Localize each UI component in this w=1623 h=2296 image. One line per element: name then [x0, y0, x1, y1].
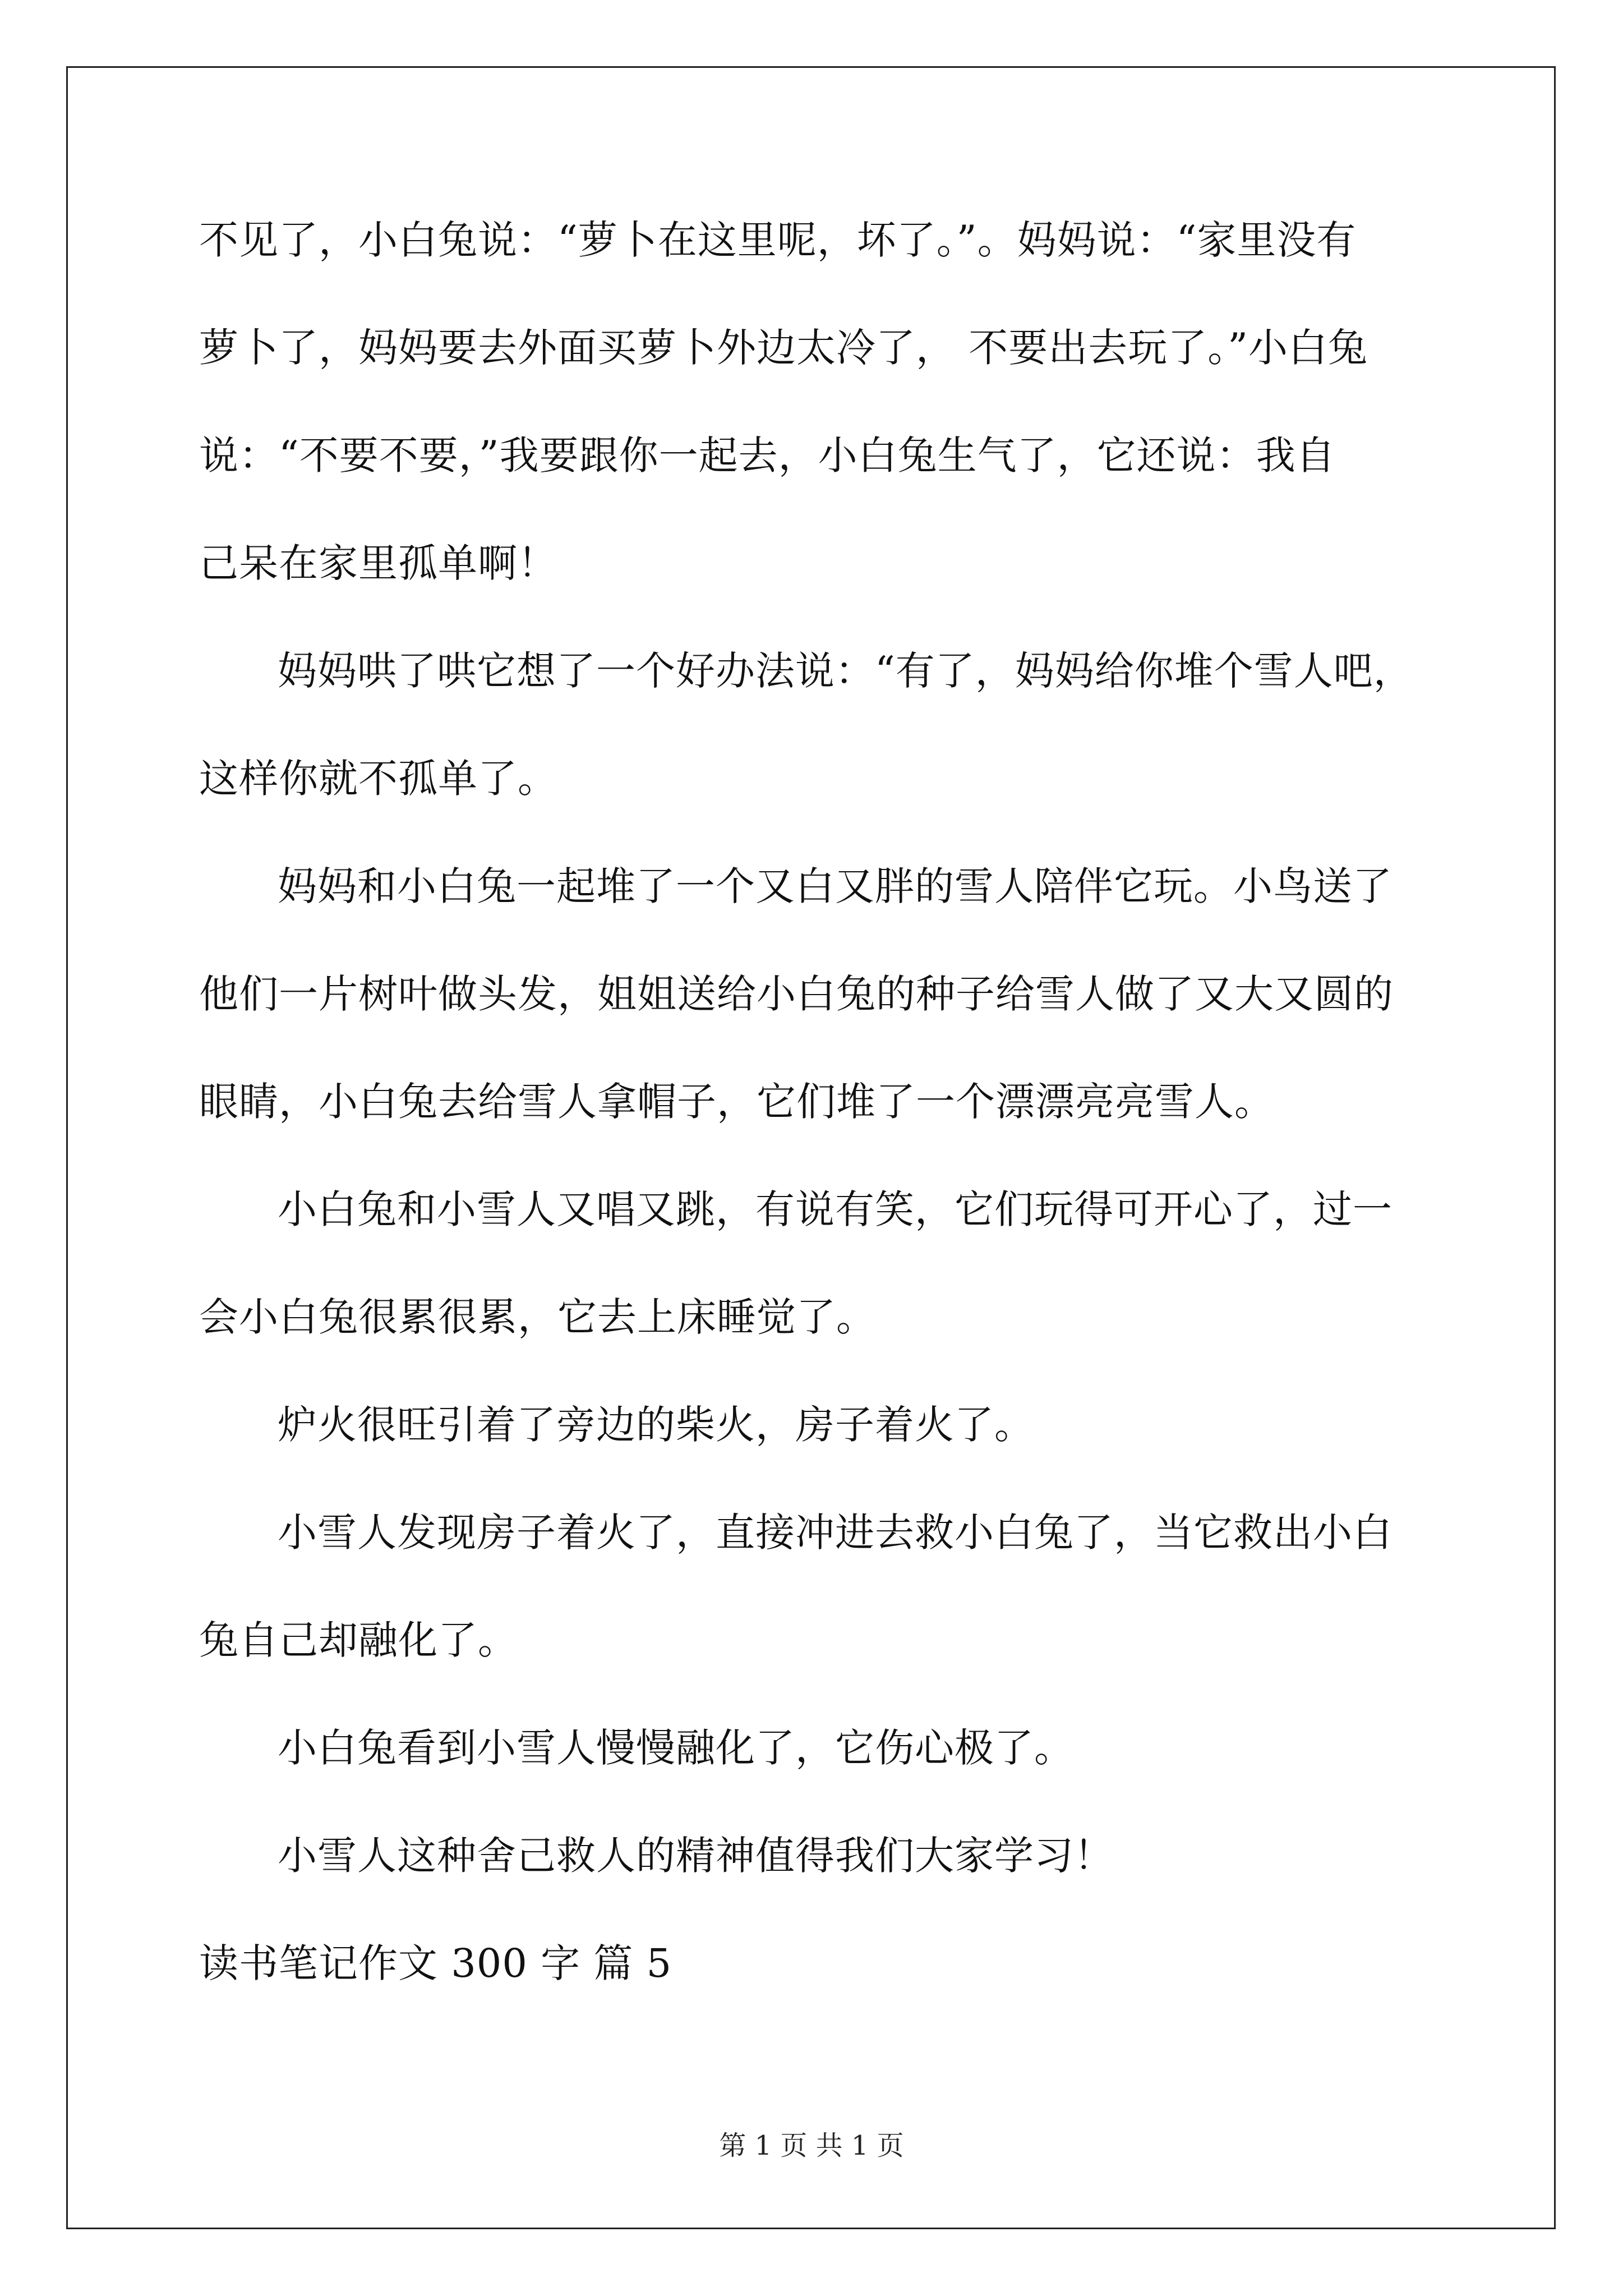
text-line: 小雪人这种舍己救人的精神值得我们大家学习！ — [278, 1833, 1114, 1879]
text-line: 会小白兔很累很累，它去上床睡觉了。 — [199, 1294, 876, 1340]
text-line: 小白兔和小雪人又唱又跳，有说有笑，它们玩得可开心了，过一 — [278, 1186, 1393, 1232]
text-line: 眼睛，小白兔去给雪人拿帽子，它们堆了一个漂漂亮亮雪人。 — [199, 1079, 1274, 1125]
text-line: 炉火很旺引着了旁边的柴火，房子着火了。 — [278, 1402, 1034, 1448]
page-number-footer: 第 1 页 共 1 页 — [719, 2130, 904, 2161]
text-line: 小白兔看到小雪人慢慢融化了，它伤心极了。 — [278, 1725, 1074, 1771]
text-line: 他们一片树叶做头发，姐姐送给小白兔的种子给雪人做了又大又圆的 — [199, 971, 1394, 1017]
section-heading: 读书笔记作文 300 字 篇 5 — [199, 1940, 672, 1986]
text-line: 己呆在家里孤单啊！ — [199, 540, 557, 586]
text-line: 这样你就不孤单了。 — [199, 756, 557, 802]
text-line: 不见了，小白兔说：“萝卜在这里呢，坏了。”。妈妈说：“家里没有 — [199, 217, 1357, 263]
text-line: 萝卜了，妈妈要去外面买萝卜外边太冷了， 不要出去玩了。”小白兔 — [199, 325, 1368, 371]
text-line: 兔自己却融化了。 — [199, 1617, 518, 1663]
text-line: 妈妈哄了哄它想了一个好办法说：“有了，妈妈给你堆个雪人吧， — [278, 648, 1413, 694]
text-line: 妈妈和小白兔一起堆了一个又白又胖的雪人陪伴它玩。小鸟送了 — [278, 863, 1393, 909]
text-line: 小雪人发现房子着火了，直接冲进去救小白兔了，当它救出小白 — [278, 1510, 1393, 1556]
text-line: 说：“不要不要，”我要跟你一起去，小白兔生气了，它还说：我自 — [199, 432, 1336, 478]
page-border — [66, 66, 1556, 2229]
